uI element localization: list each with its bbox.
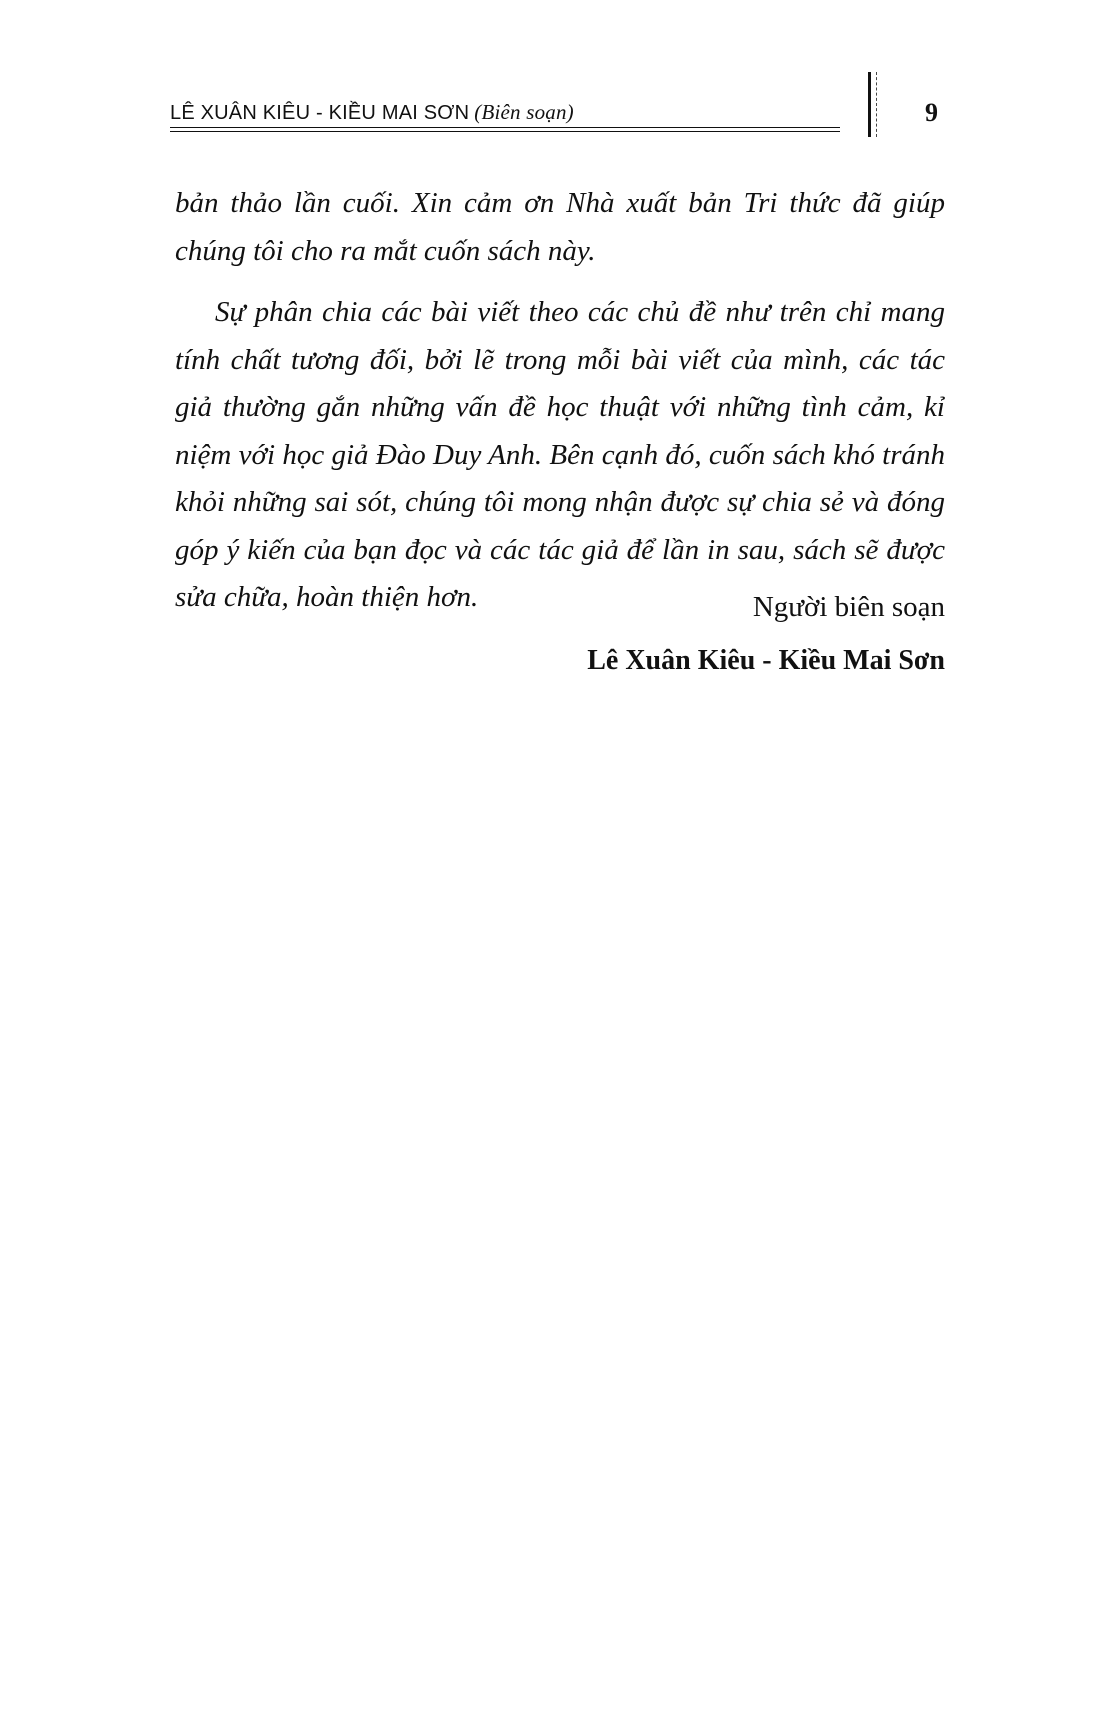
header-authors: LÊ XUÂN KIÊU - KIỀU MAI SƠN	[170, 102, 470, 124]
body-text	[175, 180, 945, 622]
signature-role: Người biên soạn	[752, 591, 945, 623]
header-rule-secondary	[170, 131, 840, 132]
running-header	[170, 96, 945, 138]
header-text	[170, 100, 574, 125]
signature-names: Lê Xuân Kiêu - Kiều Mai Sơn	[587, 645, 945, 676]
page-edge-marker	[868, 72, 877, 137]
paragraph-continuation: bản thảo lần cuối. Xin cảm ơn Nhà xuất bản Tri thức đã giúp chúng tôi cho ra mắt cuốn sách này.	[175, 187, 945, 267]
paragraph-main: Sự phân chia các bài viết theo các chủ đề như trên chỉ mang tính chất tương đối, bởi lẽ trong mỗi bài viết của mình, các tác giả thường gắn những vấn đề học thuật với những tình cảm, kỉ niệm với học giả Đào Duy Anh. Bên cạnh đó, cuốn sách khó tránh khỏi những sai sót, chúng tôi mong nhận được sự chia sẻ và đóng góp ý kiến của bạn đọc và các tác giả để lần in sau, sách sẽ được sửa chữa, hoàn thiện hơn.	[175, 296, 945, 613]
page-number: 9	[925, 98, 938, 127]
header-rule	[170, 127, 840, 128]
header-role-note: (Biên soạn)	[474, 100, 574, 124]
